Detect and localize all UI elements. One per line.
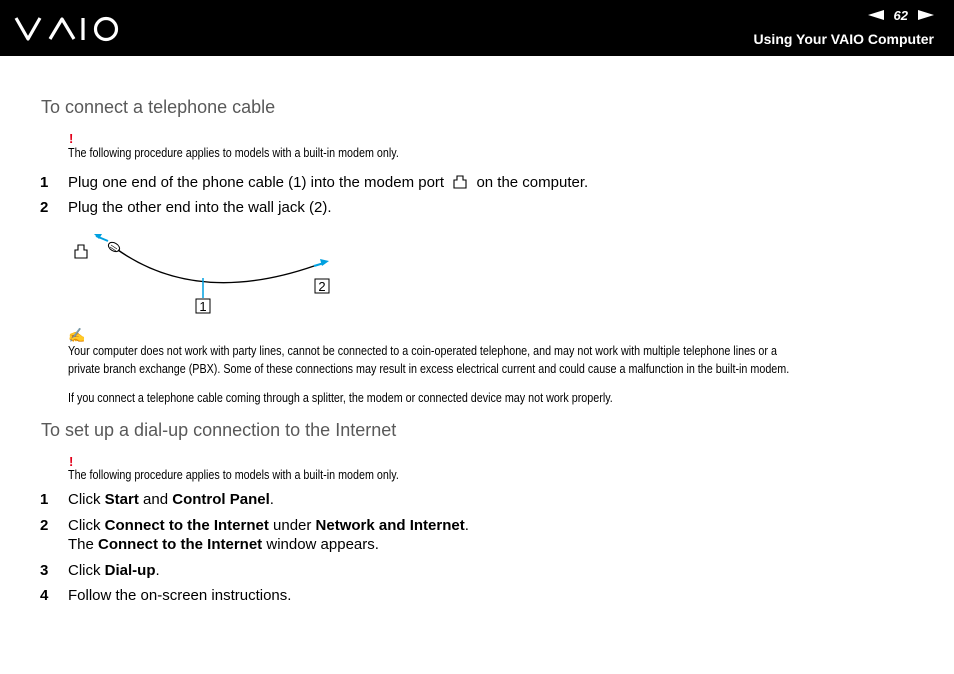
- step-text: The: [68, 536, 99, 553]
- modem-port-icon: [452, 173, 468, 189]
- step-text: and: [138, 491, 173, 508]
- network-internet-label: Network and Internet: [315, 517, 465, 534]
- warning-text: The following procedure applies to models with a built-in modem only.: [68, 146, 399, 160]
- warning-text: The following procedure applies to models with a built-in modem only.: [68, 468, 399, 482]
- step-text-after: on the computer.: [476, 174, 589, 191]
- vaio-logo: [14, 16, 122, 42]
- callout-label-1: 1: [199, 299, 207, 314]
- modem-port-icon: [75, 245, 87, 258]
- step-number: 1: [40, 174, 49, 191]
- header-section-title: Using Your VAIO Computer: [753, 31, 934, 47]
- step-text: Click: [68, 517, 105, 534]
- note-extra: If you connect a telephone cable coming through a splitter, the modem or connected device may not work properly.: [68, 391, 613, 405]
- step-text: Plug one end of the phone cable (1) into the modem port: [68, 174, 445, 191]
- step-4: [40, 587, 291, 604]
- step-text: Click: [68, 491, 105, 508]
- previous-page-arrow-icon[interactable]: [868, 10, 884, 20]
- step-text: Click: [68, 562, 105, 579]
- page-navigation: [868, 7, 934, 23]
- step-text: .: [464, 517, 469, 534]
- step-number: 2: [40, 199, 49, 216]
- note-icon: ✍: [68, 327, 86, 343]
- blue-arrow-left-icon: [94, 234, 108, 241]
- step-2-result: [68, 536, 379, 553]
- callout-label-2: 2: [318, 279, 326, 294]
- step-text: .: [155, 562, 160, 579]
- phone-cable-diagram: [68, 226, 348, 318]
- step-number: 1: [40, 491, 49, 508]
- step-number: 4: [40, 587, 49, 604]
- next-page-arrow-icon[interactable]: [918, 10, 934, 20]
- step-text: Plug the other end into the wall jack (2).: [68, 199, 332, 216]
- step-number: 3: [40, 562, 49, 579]
- note-line-1: Your computer does not work with party lines, cannot be connected to a coin-operated telephone, and may not work with multiple telephone lines or a: [68, 344, 777, 358]
- page-number: 62: [893, 7, 908, 23]
- step-text: window appears.: [262, 536, 379, 553]
- blue-arrow-right-icon: [314, 259, 329, 266]
- step-2: [40, 199, 331, 216]
- phone-cable-line: [118, 250, 314, 283]
- step-3: [40, 562, 160, 579]
- start-label: Start: [104, 491, 139, 508]
- step-number: 2: [40, 517, 49, 534]
- step-text: Follow the on-screen instructions.: [68, 587, 292, 604]
- dial-up-label: Dial-up: [104, 562, 156, 579]
- warning-mark: !: [69, 454, 74, 469]
- step-2: [40, 517, 469, 534]
- step-1: [40, 491, 274, 508]
- control-panel-label: Control Panel: [172, 491, 270, 508]
- note-line-2: private branch exchange (PBX). Some of these connections may result in excess electrical current and could cause a malfunction in the built-in modem.: [68, 362, 790, 376]
- section-heading-dial-up: To set up a dial-up connection to the Internet: [41, 420, 397, 440]
- step-1: [40, 173, 588, 191]
- warning-mark: !: [69, 131, 74, 146]
- page-header: [0, 0, 954, 56]
- step-text: .: [269, 491, 274, 508]
- connect-internet-label: Connect to the Internet: [104, 517, 269, 534]
- step-text: under: [268, 517, 316, 534]
- connect-internet-window-label: Connect to the Internet: [98, 536, 263, 553]
- section-heading-telephone-cable: To connect a telephone cable: [41, 97, 276, 117]
